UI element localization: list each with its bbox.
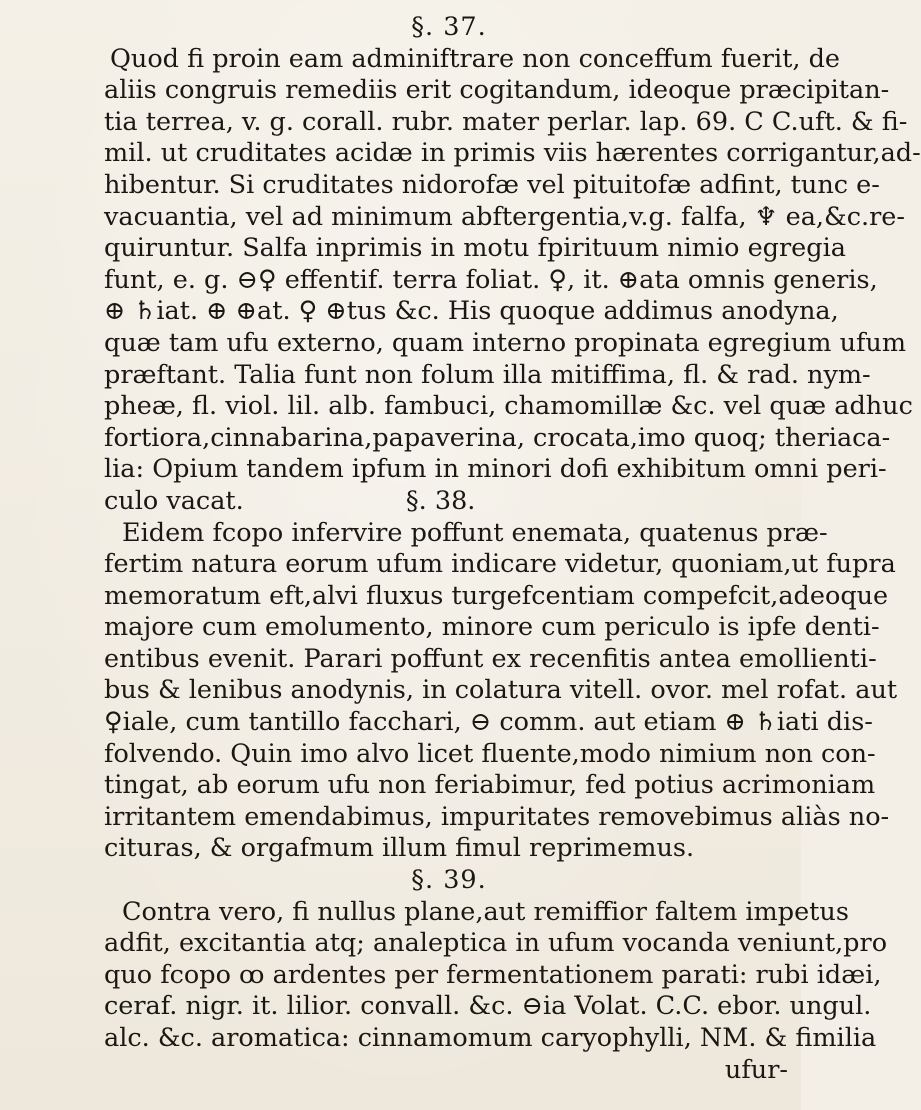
text-line: entibus evenit. Parari poffunt ex recenfitis antea emollienti-	[104, 643, 877, 674]
text-line: quæ tam ufu externo, quam interno propinata egregium ufum	[104, 327, 907, 358]
text-line: folvendo. Quin imo alvo licet fluente,modo nimium non con-	[104, 738, 876, 769]
text-line-with-section-38: culo vacat. §. 38.	[104, 485, 476, 516]
text-line: præftant. Talia funt non folum illa mitiffima, fl. & rad. nym-	[104, 359, 871, 390]
text-line: funt, e. g. ⊖♀ effentif. terra foliat. ♀, it. ⊕ata omnis generis,	[104, 264, 878, 295]
text-line: fortiora,cinnabarina,papaverina, crocata,imo quoq; theriaca-	[104, 422, 891, 453]
text-line: hibentur. Si cruditates nidorofæ vel pituitofæ adfint, tunc e-	[104, 169, 880, 200]
text-line: bus & lenibus anodynis, in colatura vitell. ovor. mel rofat. aut	[104, 675, 898, 706]
text-line: vacuantia, vel ad minimum abftergentia,v.g. falfa, ♆ ea,&c.re-	[104, 201, 906, 232]
text-line: Eidem fcopo infervire poffunt enemata, quatenus præ-	[122, 517, 828, 548]
text-line: mil. ut cruditates acidæ in primis viis hærentes corrigantur,ad-	[104, 138, 921, 169]
text-line: cituras, & orgafmum illum fimul reprimemus.	[104, 833, 695, 864]
text-line: Contra vero, fi nullus plane,aut remiffior faltem impetus	[122, 896, 849, 927]
text-line: ceraf. nigr. it. lilior. convall. &c. ⊖ia Volat. C.C. ebor. ungul.	[104, 991, 872, 1022]
text-line: ♀iale, cum tantillo facchari, ⊖ comm. aut etiam ⊕ ♄iati dis-	[104, 707, 873, 738]
text-line: pheæ, fl. viol. lil. alb. fambuci, chamomillæ &c. vel quæ adhuc	[104, 391, 913, 422]
text-line: quiruntur. Salfa inprimis in motu fpirituum nimio egregia	[104, 233, 846, 264]
text-line: lia: Opium tandem ipfum in minori dofi exhibitum omni peri-	[104, 454, 887, 485]
text-line: quo fcopo ꝏ ardentes per fermentationem parati: rubi idæi,	[104, 959, 882, 990]
text-line: aliis congruis remediis erit cogitandum, ideoque præcipitan-	[104, 75, 890, 106]
section-heading-39: §. 39.	[411, 865, 487, 896]
section-heading-37: §. 37.	[411, 12, 487, 42]
text-line: ⊕ ♄iat. ⊕ ⊕at. ♀ ⊕tus &c. His quoque addimus anodyna,	[104, 296, 839, 327]
text-line: majore cum emolumento, minore cum periculo is ipfe denti-	[104, 612, 880, 643]
text-line: tingat, ab eorum ufu non feriabimur, fed potius acrimoniam	[104, 770, 876, 801]
text-line: tia terrea, v. g. corall. rubr. mater perlar. lap. 69. C C.uft. & fi-	[104, 106, 908, 137]
text-line: alc. &c. aromatica: cinnamomum caryophylli, NM. & fimilia	[104, 1023, 877, 1053]
text-line: irritantem emendabimus, impuritates removebimus aliàs no-	[104, 801, 890, 832]
page-text-block	[104, 12, 921, 1086]
text-line: memoratum eft,alvi fluxus turgefcentiam compefcit,adeoque	[104, 580, 889, 611]
text-line: adfit, excitantia atq; analeptica in ufum vocanda veniunt,pro	[104, 928, 888, 959]
text-line: fertim natura eorum ufum indicare videtur, quoniam,ut fupra	[104, 549, 896, 580]
catchword: ufur-	[724, 1054, 788, 1085]
text-line: Quod fi proin eam adminiftrare non conceffum fuerit, de	[110, 43, 840, 74]
